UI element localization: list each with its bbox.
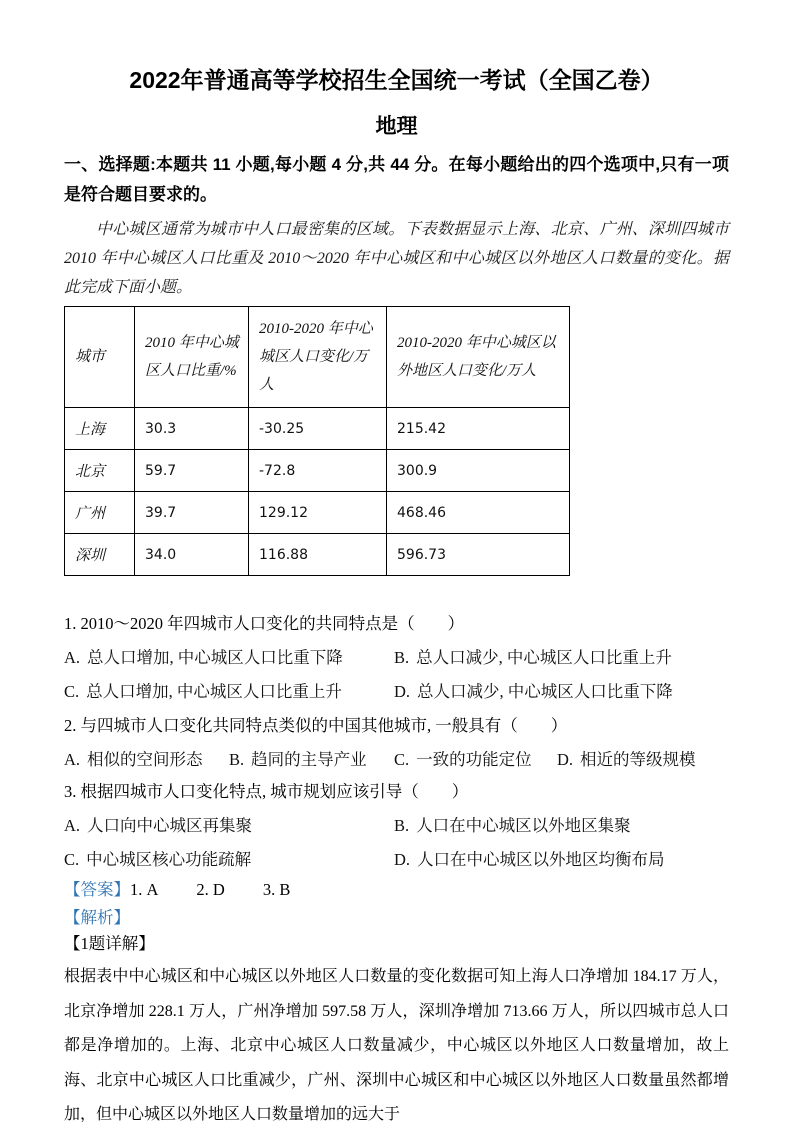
table-cell: -72.8: [249, 450, 387, 492]
table-cell: 59.7: [135, 450, 249, 492]
question-1-stem: 1. 2010～2020 年四城市人口变化的共同特点是（ ）: [64, 614, 465, 633]
option-text: 总人口减少, 中心城区人口比重下降: [417, 682, 673, 701]
option-label: A.: [64, 750, 81, 769]
table-header-row: [65, 307, 570, 408]
answer-q2: 2. D: [196, 880, 225, 899]
option-2d: [557, 748, 729, 772]
table-cell: 39.7: [135, 492, 249, 534]
answer-q1: 1. A: [130, 880, 159, 899]
table-row: [65, 534, 570, 576]
table-row: [65, 408, 570, 450]
option-label: B.: [394, 816, 410, 835]
option-label: D.: [557, 750, 574, 769]
option-3c: [64, 848, 394, 872]
answer-q3: 3. B: [262, 880, 291, 899]
answers-line: [64, 878, 729, 902]
table-cell: 129.12: [249, 492, 387, 534]
option-text: 总人口增加, 中心城区人口比重上升: [86, 682, 342, 701]
option-label: A.: [64, 816, 81, 835]
option-3a: [64, 814, 394, 838]
option-1d: [394, 680, 729, 704]
option-2a: [64, 748, 229, 772]
table-cell-city: 北京: [65, 450, 135, 492]
table-cell-city: 深圳: [65, 534, 135, 576]
option-text: 中心城区核心功能疏解: [86, 850, 252, 869]
section-header: 一、选择题:本题共 11 小题,每小题 4 分,共 44 分。在每小题给出的四个选项中,只有一项是符合题目要求的。: [64, 155, 729, 204]
table-header-2010-share: 2010 年中心城区人口比重/%: [135, 307, 249, 408]
option-label: C.: [64, 850, 80, 869]
table-cell-city: 广州: [65, 492, 135, 534]
explanation-paragraph: 根据表中中心城区和中心城区以外地区人口数量的变化数据可知上海人口净增加 184.17 万人，北京净增加 228.1 万人，广州净增加 597.58 万人，深圳净增加 713.66 万人，所以四城市总人口都是净增加的。上海、北京中心城区人口数量减少，中心城区以外地区人口数量增加，故上海、北京中心城区人口比重减少，广州、深圳中心城区和中心城区以外地区人口数量虽然都增加，但中心城区以外地区人口数量增加的远大于: [64, 968, 729, 1122]
option-2b: [229, 748, 394, 772]
option-text: 趋同的主导产业: [251, 750, 367, 769]
question-3-options: [64, 814, 729, 872]
table-cell: -30.25: [249, 408, 387, 450]
analysis-label-line: [64, 906, 729, 930]
detail-label-line: 【1题详解】: [64, 934, 155, 953]
option-1c: [64, 680, 394, 704]
table-row: [65, 492, 570, 534]
table-cell-city: 上海: [65, 408, 135, 450]
option-3d: [394, 848, 729, 872]
page-title: 2022年普通高等学校招生全国统一考试（全国乙卷）: [129, 67, 664, 93]
option-label: C.: [394, 750, 410, 769]
table-row: [65, 450, 570, 492]
option-text: 总人口减少, 中心城区人口比重上升: [416, 648, 672, 667]
option-1a: [64, 646, 394, 670]
option-label: D.: [394, 850, 411, 869]
analysis-label: 【解析】: [64, 908, 130, 927]
option-label: C.: [64, 682, 80, 701]
question-2-stem: 2. 与四城市人口变化共同特点类似的中国其他城市, 一般具有（ ）: [64, 716, 568, 735]
option-label: B.: [394, 648, 410, 667]
intro-paragraph: 中心城区通常为城市中人口最密集的区域。下表数据显示上海、北京、广州、深圳四城市 2010 年中心城区人口比重及 2010～2020 年中心城区和中心城区以外地区人口数量的变化。据此完成下面小题。: [64, 221, 729, 296]
question-1-options: [64, 646, 729, 704]
option-text: 一致的功能定位: [416, 750, 532, 769]
table-cell: 215.42: [387, 408, 570, 450]
option-text: 人口在中心城区以外地区集聚: [416, 816, 631, 835]
option-text: 总人口增加, 中心城区人口比重下降: [87, 648, 343, 667]
option-text: 相似的空间形态: [87, 750, 203, 769]
table-cell: 468.46: [387, 492, 570, 534]
table-header-city: 城市: [65, 307, 135, 408]
answers-label: 【答案】: [64, 880, 130, 899]
subject-title: 地理: [375, 115, 418, 138]
table-cell: 30.3: [135, 408, 249, 450]
option-label: D.: [394, 682, 411, 701]
option-3b: [394, 814, 729, 838]
question-2-options: [64, 748, 729, 772]
table-cell: 116.88: [249, 534, 387, 576]
option-text: 相近的等级规模: [580, 750, 696, 769]
table-header-central-change: 2010-2020 年中心城区人口变化/万人: [249, 307, 387, 408]
option-label: B.: [229, 750, 245, 769]
option-text: 人口向中心城区再集聚: [87, 816, 253, 835]
city-population-table: [64, 306, 570, 576]
option-text: 人口在中心城区以外地区均衡布局: [417, 850, 665, 869]
option-2c: [394, 748, 557, 772]
table-cell: 596.73: [387, 534, 570, 576]
table-header-outside-change: 2010-2020 年中心城区以外地区人口变化/万人: [387, 307, 570, 408]
table-cell: 300.9: [387, 450, 570, 492]
option-1b: [394, 646, 729, 670]
option-label: A.: [64, 648, 81, 667]
question-3-stem: 3. 根据四城市人口变化特点, 城市规划应该引导（ ）: [64, 782, 469, 801]
table-cell: 34.0: [135, 534, 249, 576]
